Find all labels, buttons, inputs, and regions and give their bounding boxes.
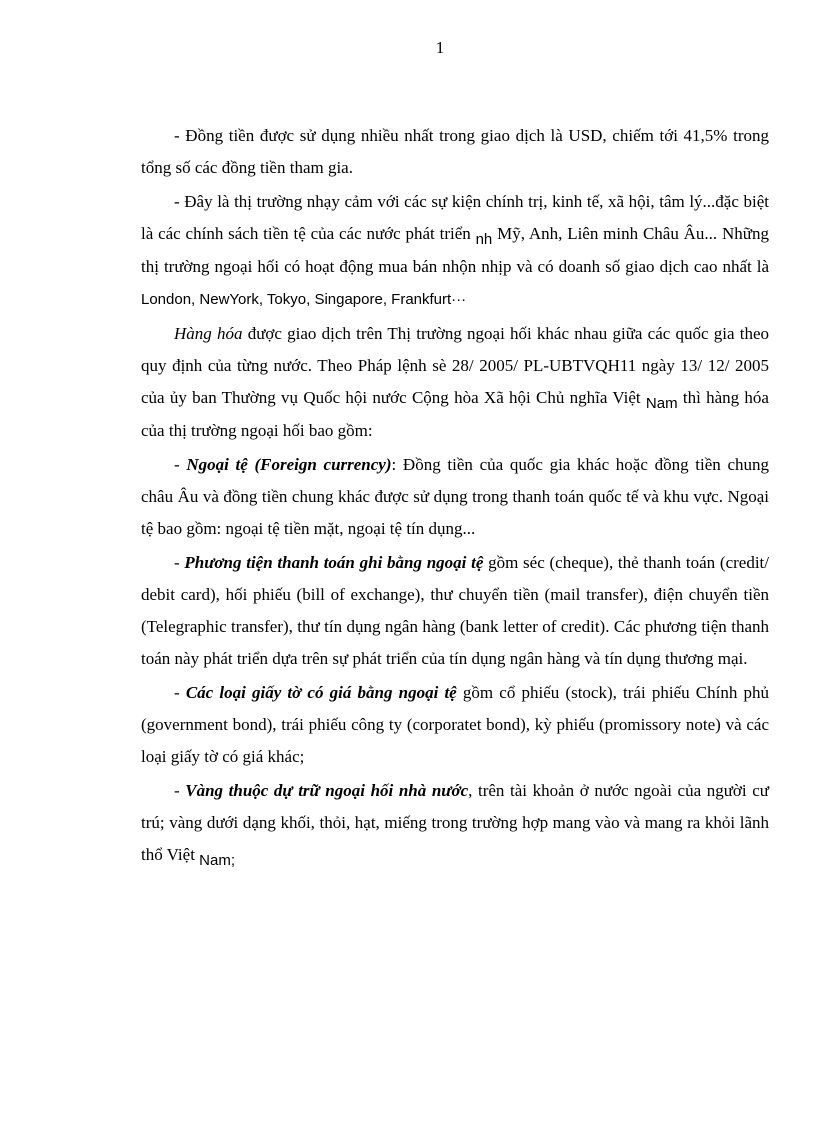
- bold-italic-heading: Phương tiện thanh toán ghi bằng ngoại tệ: [184, 553, 484, 572]
- paragraph-text: gồm cổ phiếu (stock), trái phiếu Chính phủ (government bond), trái phiếu công ty (corporatet bond), kỳ phiếu (promissory note) và các loại giấy tờ có giá khác;: [141, 683, 769, 766]
- paragraph-text: - Đồng tiền được sử dụng nhiều nhất trong giao dịch là USD, chiếm tới 41,5% trong tổng số các đồng tiền tham gia.: [141, 126, 769, 177]
- paragraph-text: gồm séc (cheque), thẻ thanh toán (credit/ debit card), hối phiếu (bill of exchange), thư chuyển tiền (mail transfer), điện chuyển tiền (Telegraphic transfer), thư tín dụng ngân hàng (bank letter of credit). Các phương tiện thanh toán này phát triển dựa trên sự phát triển của tín dụng ngân hàng và tín dụng thương mại.: [141, 553, 769, 668]
- paragraph-text: - Đây là thị trường nhạy cảm với các sự kiện chính trị, kinh tế, xã hội, tâm lý...đặc biệt là các chính sách tiền tệ của các nước phát triển: [141, 192, 769, 243]
- bullet-dash: -: [174, 781, 186, 800]
- paragraph-foreign-currency: [141, 449, 769, 545]
- bold-italic-heading: Các loại giấy tờ có giá bằng ngoại tệ: [185, 683, 457, 702]
- paragraph-text: Mỹ, Anh, Liên minh Châu Âu... Những thị trường ngoại hối có hoạt động mua bán nhộn nhịp và có doanh số giao dịch cao nhất là: [141, 224, 769, 276]
- paragraph-text: thì hàng hóa của thị trường ngoại hối bao gồm:: [141, 388, 769, 440]
- document-body: [141, 120, 769, 874]
- bold-italic-heading: Ngoại tệ (Foreign currency): [186, 455, 392, 474]
- bullet-dash: -: [174, 455, 187, 474]
- paragraph-payment-instruments: [141, 547, 769, 675]
- bold-italic-heading: Vàng thuộc dự trữ ngoại hối nhà nước: [185, 781, 469, 800]
- paragraph-text: : Đồng tiền của quốc gia khác hoặc đồng tiền chung châu Âu và đồng tiền chung khác được sử dụng trong thanh toán quốc tế và khu vực. Ngoại tệ bao gồm: ngoại tệ tiền mặt, ngoại tệ tín dụng...: [141, 455, 769, 538]
- page-number: 1: [435, 38, 445, 57]
- bullet-dash: -: [174, 683, 186, 702]
- inline-fragment: Nam;: [199, 852, 236, 869]
- city-list: London, NewYork, Tokyo, Singapore, Frankfurt···: [141, 291, 467, 308]
- inline-fragment: nh: [475, 231, 493, 248]
- paragraph-text: được giao dịch trên Thị trường ngoại hối khác nhau giữa các quốc gia theo quy định của từng nước. Theo Pháp lệnh sè 28/ 2005/ PL-UBTVQH11 ngày 13/ 12/ 2005 của ủy ban Thường vụ Quốc hội nước Cộng hòa Xã hội Chủ nghĩa Việt: [141, 324, 769, 407]
- paragraph-usd: [141, 120, 769, 184]
- paragraph-gold-reserve: [141, 775, 769, 872]
- paragraph-sensitivity: [141, 186, 769, 316]
- paragraph-securities: [141, 677, 769, 773]
- inline-fragment: Nam: [645, 395, 678, 412]
- italic-term: Hàng hóa: [174, 324, 243, 343]
- paragraph-goods: [141, 318, 769, 447]
- paragraph-text: , trên tài khoản ở nước ngoài của người cư trú; vàng dưới dạng khối, thỏi, hạt, miếng trong trường hợp mang vào và mang ra khỏi lãnh thổ Việt: [141, 781, 769, 864]
- bullet-dash: -: [174, 553, 185, 572]
